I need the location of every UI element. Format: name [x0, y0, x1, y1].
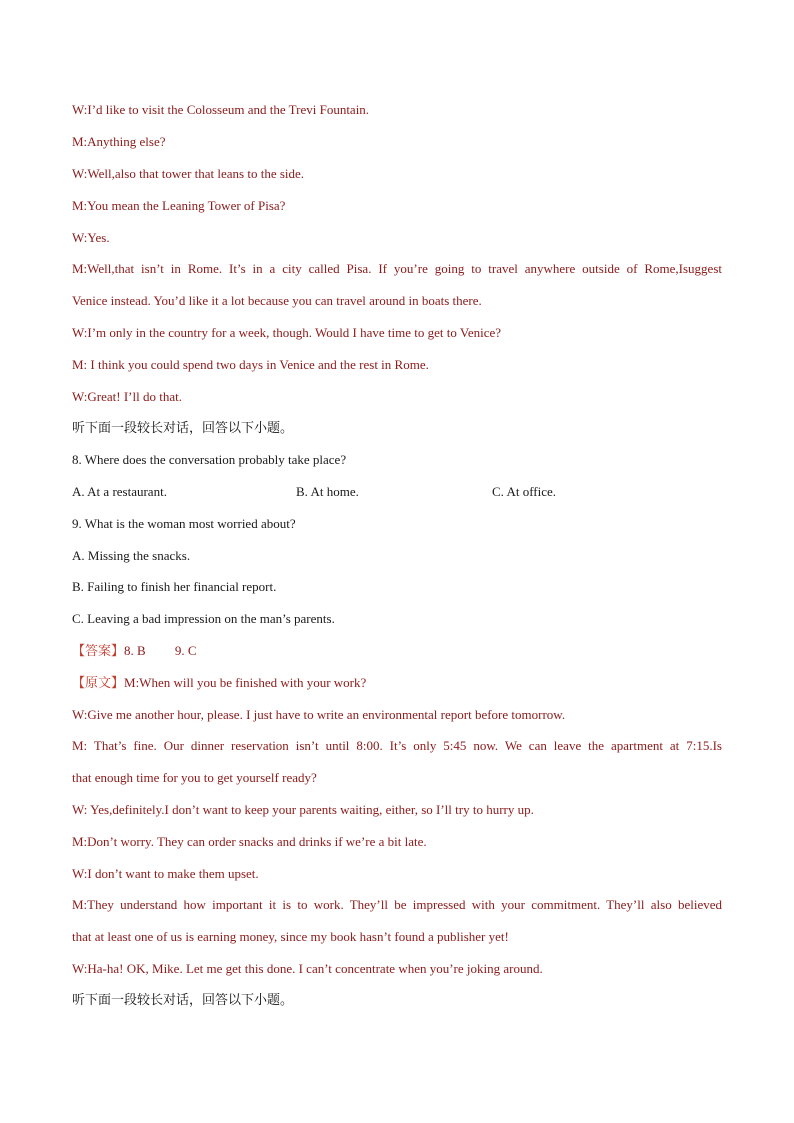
q9-option-c: C. Leaving a bad impression on the man’s parents. — [72, 611, 335, 626]
transcript-line: M:They understand how important it is to work. They’ll be impressed with your commitment. They’ll also believed — [72, 897, 722, 912]
answer-text: 8. B 9. C — [124, 643, 197, 658]
dialogue-line: M: I think you could spend two days in Venice and the rest in Rome. — [72, 357, 429, 372]
transcript-line: that enough time for you to get yourself ready? — [72, 770, 317, 785]
answer-line — [72, 643, 197, 659]
q8-option-a: A. At a restaurant. — [72, 484, 167, 499]
section-heading: 听下面一段较长对话，回答以下小题。 — [72, 421, 294, 436]
dialogue-line: W:Great! I’ll do that. — [72, 389, 182, 404]
section-heading: 听下面一段较长对话，回答以下小题。 — [72, 993, 294, 1008]
q9-option-b: B. Failing to finish her financial report. — [72, 579, 277, 594]
transcript-first-line — [72, 675, 366, 691]
question-8: 8. Where does the conversation probably take place? — [72, 452, 347, 467]
dialogue-line: Venice instead. You’d like it a lot because you can travel around in boats there. — [72, 293, 482, 308]
transcript-line: W:Give me another hour, please. I just have to write an environmental report before tomorrow. — [72, 707, 566, 722]
q9-option-a: A. Missing the snacks. — [72, 548, 191, 563]
transcript-tag: 【原文】 — [72, 675, 125, 690]
q8-option-b: B. At home. — [296, 484, 359, 499]
transcript-line: W:Ha-ha! OK, Mike. Let me get this done. I can’t concentrate when you’re joking around. — [72, 961, 543, 976]
dialogue-line: M:Anything else? — [72, 134, 166, 149]
dialogue-line: W:Yes. — [72, 230, 110, 245]
dialogue-line: M:Well,that isn’t in Rome. It’s in a city called Pisa. If you’re going to travel anywhere outside of Rome,Isuggest — [72, 261, 722, 276]
dialogue-line: M:You mean the Leaning Tower of Pisa? — [72, 198, 286, 213]
dialogue-line: W:I’m only in the country for a week, though. Would I have time to get to Venice? — [72, 325, 502, 340]
question-8-options — [72, 484, 722, 500]
transcript-line: M: That’s fine. Our dinner reservation isn’t until 8:00. It’s only 5:45 now. We can leave the apartment at 7:15.Is — [72, 738, 722, 753]
question-9: 9. What is the woman most worried about? — [72, 516, 296, 531]
transcript-line: W: Yes,definitely.I don’t want to keep your parents waiting, either, so I’ll try to hurry up. — [72, 802, 534, 817]
dialogue-line: W:Well,also that tower that leans to the side. — [72, 166, 305, 181]
transcript-text: M:When will you be finished with your work? — [124, 675, 367, 690]
transcript-line: M:Don’t worry. They can order snacks and drinks if we’re a bit late. — [72, 834, 427, 849]
dialogue-line: W:I’d like to visit the Colosseum and the Trevi Fountain. — [72, 102, 370, 117]
transcript-line: that at least one of us is earning money, since my book hasn’t found a publisher yet! — [72, 929, 509, 944]
answer-tag: 【答案】 — [72, 643, 125, 658]
transcript-line: W:I don’t want to make them upset. — [72, 866, 259, 881]
q8-option-c: C. At office. — [492, 484, 557, 499]
